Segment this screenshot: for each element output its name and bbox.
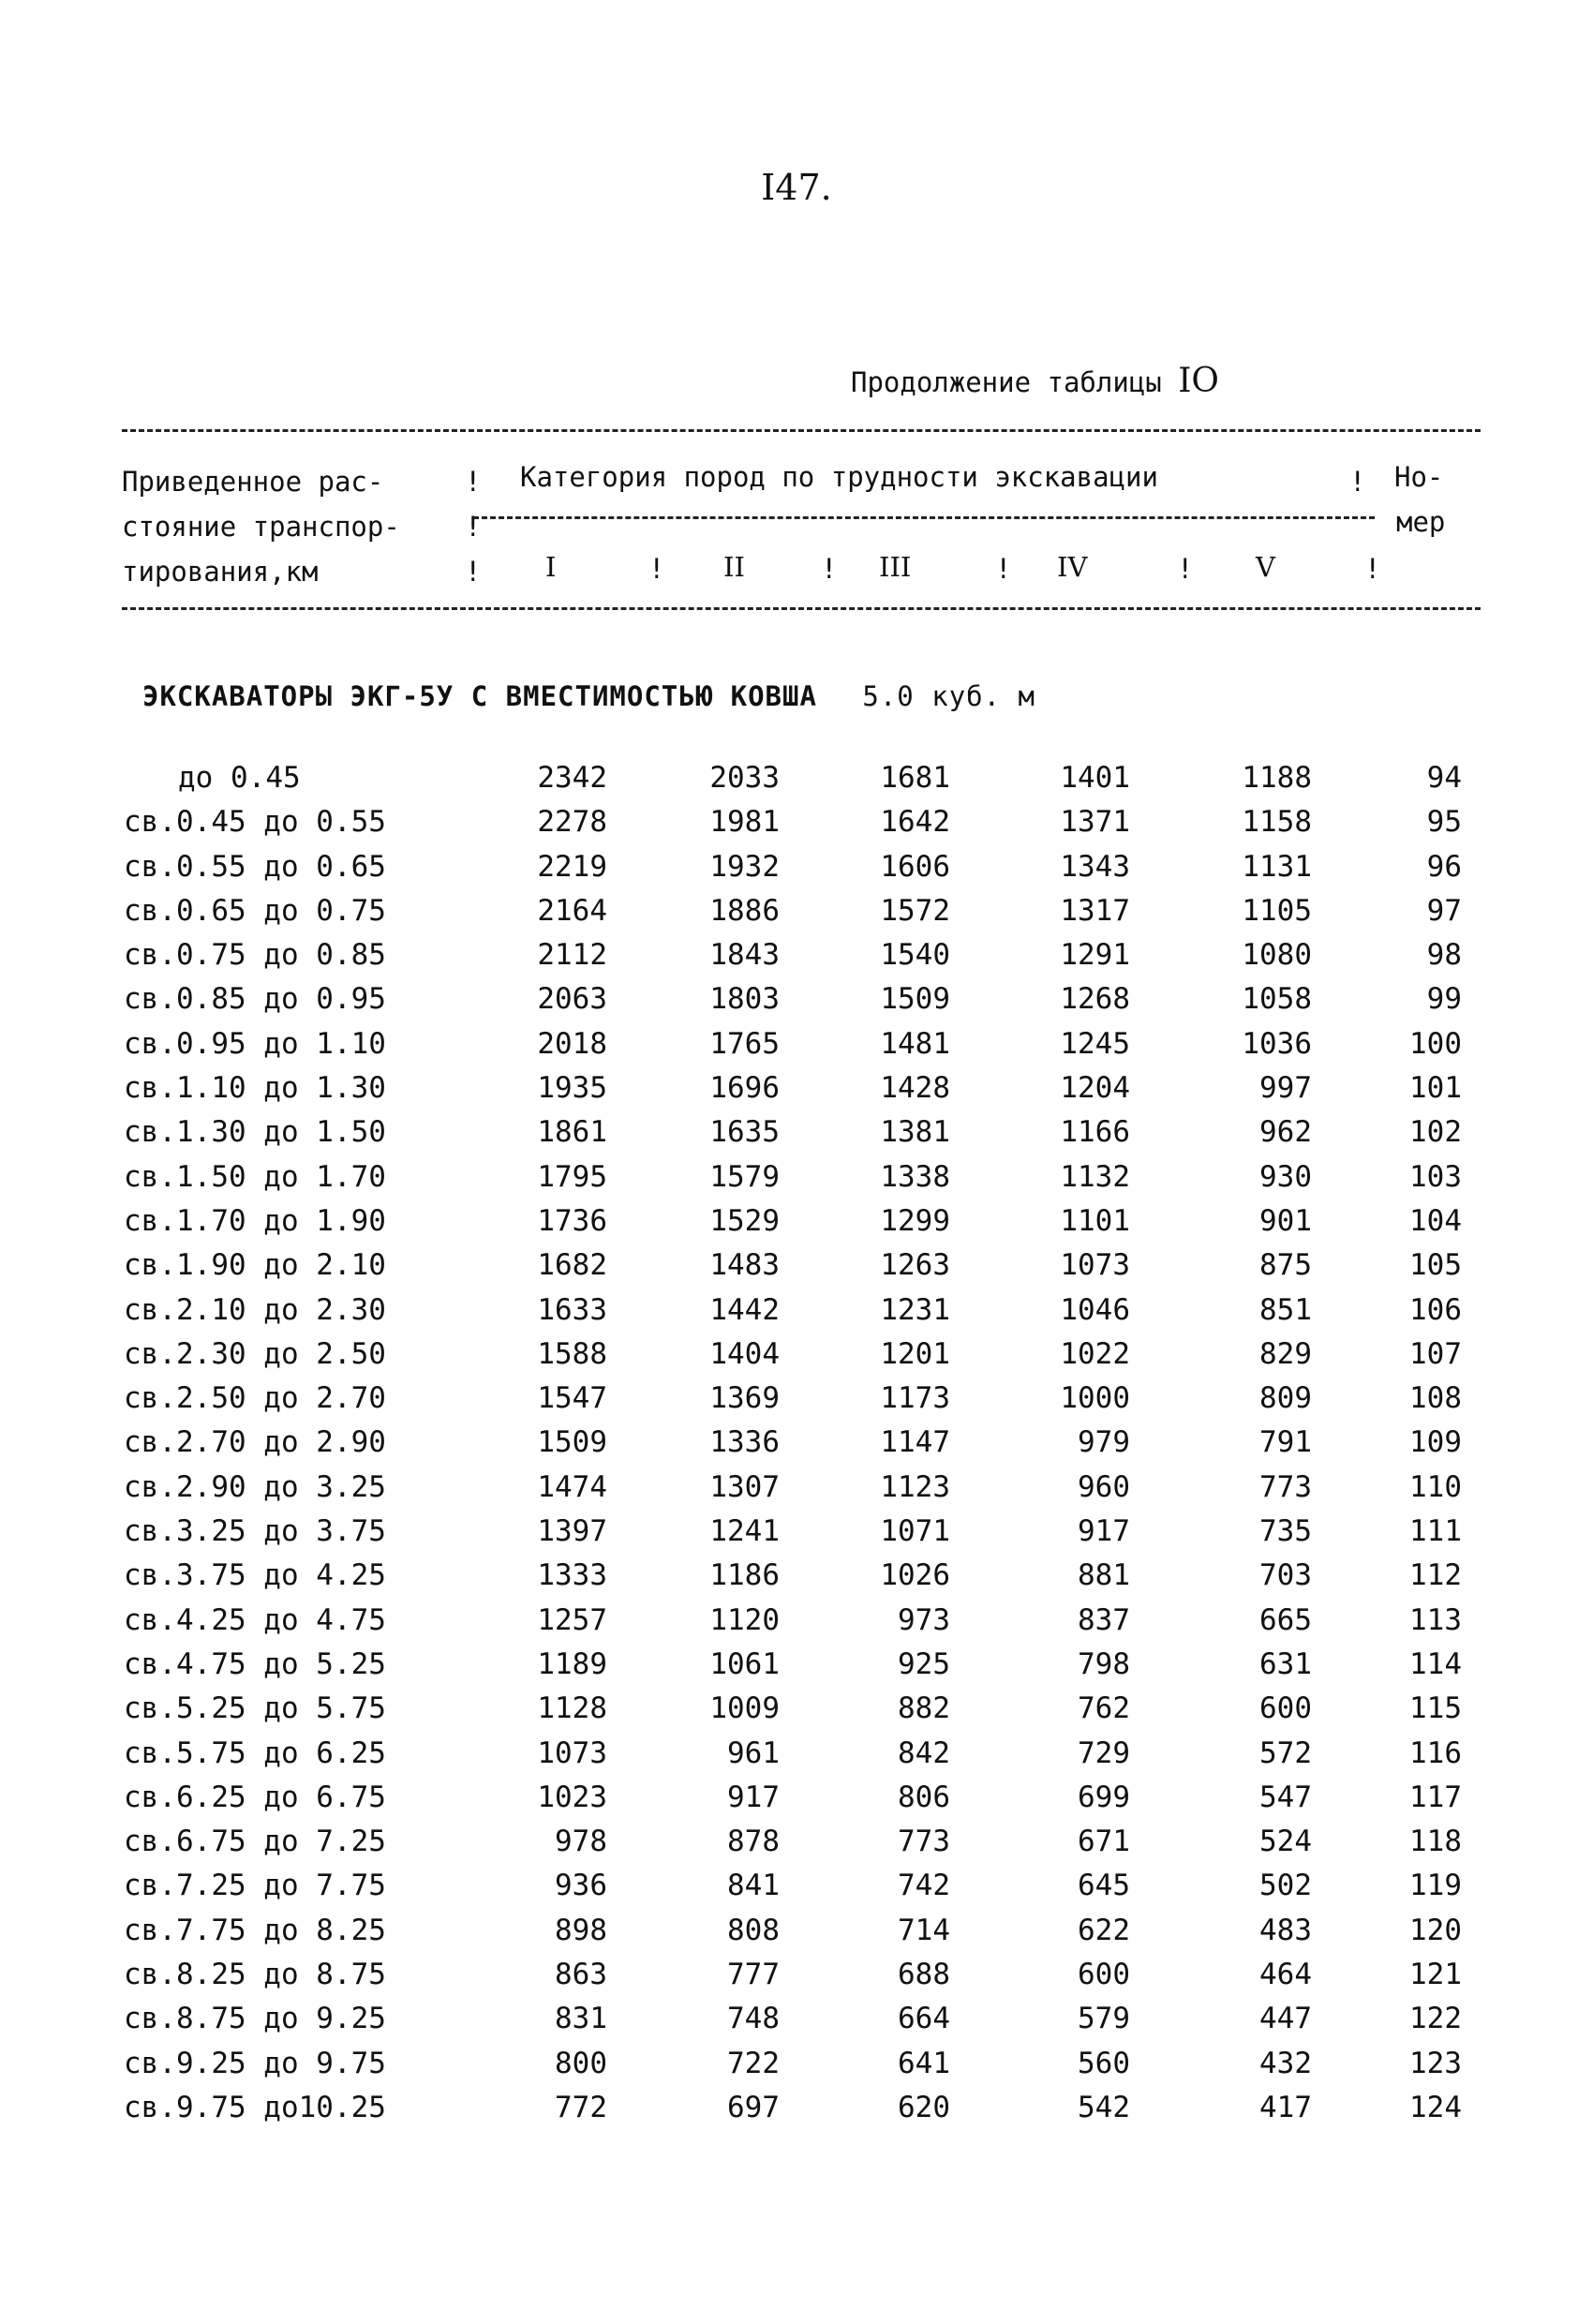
category-3-value-cell: 1147	[880, 1425, 950, 1460]
category-2-value-cell: 1529	[709, 1203, 780, 1238]
category-3-value-cell: 1606	[880, 849, 950, 884]
row-number-cell: 94	[1426, 761, 1462, 795]
table-row	[0, 1248, 1593, 1292]
row-number-cell: 112	[1409, 1558, 1462, 1593]
category-2-value-cell: 777	[727, 1958, 780, 1992]
category-2-value-cell: 1886	[709, 893, 780, 928]
distance-range-cell: св.2.10 до 2.30	[124, 1292, 386, 1327]
row-number-cell: 109	[1409, 1425, 1462, 1460]
category-3-value-cell: 1540	[880, 938, 950, 973]
category-2-value-cell: 1803	[709, 982, 780, 1017]
table-row	[0, 1603, 1593, 1647]
category-2-value-cell: 722	[727, 2046, 780, 2080]
category-4-value-cell: 622	[1078, 1913, 1130, 1947]
row-number-cell: 105	[1409, 1248, 1462, 1283]
category-3-value-cell: 1299	[880, 1203, 950, 1238]
category-1-value-cell: 978	[555, 1825, 607, 1859]
row-number-cell: 113	[1409, 1602, 1462, 1637]
table-row	[0, 1869, 1593, 1913]
category-1-value-cell: 831	[555, 2002, 607, 2036]
category-4-value-cell: 671	[1078, 1825, 1130, 1859]
row-number-cell: 117	[1409, 1780, 1462, 1814]
category-1-value-cell: 1073	[537, 1736, 607, 1770]
category-5-value-cell: 547	[1259, 1780, 1312, 1814]
table-row	[0, 1115, 1593, 1159]
category-2-value-cell: 1932	[709, 849, 780, 884]
row-number-cell: 116	[1409, 1736, 1462, 1770]
row-number-cell: 100	[1409, 1026, 1462, 1061]
category-5-value-cell: 962	[1259, 1115, 1312, 1150]
category-5-value-cell: 464	[1259, 1958, 1312, 1992]
category-4-value-cell: 1317	[1060, 893, 1130, 928]
category-4-value-cell: 1401	[1060, 761, 1130, 795]
row-number-cell: 115	[1409, 1691, 1462, 1726]
category-1-value-cell: 2342	[537, 761, 607, 795]
category-2-value-cell: 748	[727, 2002, 780, 2036]
category-5-value-cell: 901	[1259, 1203, 1312, 1238]
distance-range-cell: св.8.75 до 9.25	[124, 2002, 386, 2036]
category-3-value-cell: 1381	[880, 1115, 950, 1150]
category-2-value-cell: 841	[727, 1869, 780, 1903]
category-1-value-cell: 1257	[537, 1602, 607, 1637]
category-3-value-cell: 1572	[880, 893, 950, 928]
category-1-value-cell: 800	[555, 2046, 607, 2080]
category-5-value-cell: 875	[1259, 1248, 1312, 1283]
distance-range-cell: св.1.10 до 1.30	[124, 1071, 386, 1106]
category-1-value-cell: 1588	[537, 1336, 607, 1371]
category-1-value-cell: 1509	[537, 1425, 607, 1460]
category-2-value-cell: 808	[727, 1913, 780, 1947]
category-3-value-cell: 842	[898, 1736, 950, 1770]
table-row	[0, 1514, 1593, 1558]
category-1-value-cell: 1795	[537, 1159, 607, 1194]
category-5-value-cell: 1058	[1242, 982, 1312, 1017]
distance-range-cell: св.2.90 до 3.25	[124, 1469, 386, 1504]
category-2-value-cell: 1843	[709, 938, 780, 973]
category-5-value-cell: 1158	[1242, 805, 1312, 840]
category-3-value-cell: 1026	[880, 1558, 950, 1593]
category-4-value-cell: 1046	[1060, 1292, 1130, 1327]
row-number-cell: 103	[1409, 1159, 1462, 1194]
row-number-cell: 122	[1409, 2002, 1462, 2036]
category-1-value-cell: 2278	[537, 805, 607, 840]
category-3-value-cell: 620	[898, 2090, 950, 2124]
row-number-cell: 104	[1409, 1203, 1462, 1238]
table-row	[0, 1825, 1593, 1869]
distance-range-cell: св.1.30 до 1.50	[124, 1115, 386, 1150]
category-1-value-cell: 1547	[537, 1381, 607, 1416]
distance-range-cell: св.1.50 до 1.70	[124, 1159, 386, 1194]
category-2-value-cell: 1579	[709, 1159, 780, 1194]
header-separator: !	[648, 553, 665, 585]
header-distance-line1: Приведенное рас-	[122, 466, 384, 498]
table-row	[0, 1736, 1593, 1780]
category-3-value-cell: 1263	[880, 1248, 950, 1283]
data-table-body	[0, 761, 1593, 2135]
category-2-value-cell: 1009	[709, 1691, 780, 1726]
table-row	[0, 1381, 1593, 1425]
header-separator: !	[995, 553, 1012, 585]
category-3-value-cell: 773	[898, 1825, 950, 1859]
category-2-value-cell: 1186	[709, 1558, 780, 1593]
category-5-value-cell: 703	[1259, 1558, 1312, 1593]
category-5-value-cell: 930	[1259, 1159, 1312, 1194]
category-2-value-cell: 1765	[709, 1026, 780, 1061]
distance-range-cell: св.4.75 до 5.25	[124, 1646, 386, 1681]
table-row	[0, 1160, 1593, 1204]
category-5-value-cell: 1036	[1242, 1026, 1312, 1061]
category-5-value-cell: 791	[1259, 1425, 1312, 1460]
category-2-value-cell: 1336	[709, 1425, 780, 1460]
category-5-value-cell: 600	[1259, 1691, 1312, 1726]
distance-range-cell: св.8.25 до 8.75	[124, 1958, 386, 1992]
category-4-value-cell: 798	[1078, 1646, 1130, 1681]
distance-range-cell: св.6.25 до 6.75	[124, 1780, 386, 1814]
category-5-value-cell: 773	[1259, 1469, 1312, 1504]
header-bottom-rule	[122, 607, 1481, 610]
category-3-value-cell: 925	[898, 1646, 950, 1681]
distance-range-cell: св.7.25 до 7.75	[124, 1869, 386, 1903]
category-1-value-cell: 2112	[537, 938, 607, 973]
category-4-value-cell: 1022	[1060, 1336, 1130, 1371]
row-number-cell: 107	[1409, 1336, 1462, 1371]
category-1-value-cell: 1682	[537, 1248, 607, 1283]
distance-range-cell: св.6.75 до 7.25	[124, 1825, 386, 1859]
header-category-iv: IV	[1057, 551, 1088, 583]
category-4-value-cell: 1000	[1060, 1381, 1130, 1416]
table-row	[0, 805, 1593, 849]
category-3-value-cell: 714	[898, 1913, 950, 1947]
category-3-value-cell: 664	[898, 2002, 950, 2036]
category-5-value-cell: 1080	[1242, 938, 1312, 973]
category-1-value-cell: 2063	[537, 982, 607, 1017]
header-distance-line2: стояние транспор-	[122, 511, 400, 543]
category-1-value-cell: 898	[555, 1913, 607, 1947]
category-4-value-cell: 762	[1078, 1691, 1130, 1726]
category-1-value-cell: 1397	[537, 1514, 607, 1549]
category-4-value-cell: 1343	[1060, 849, 1130, 884]
table-caption	[851, 362, 1219, 400]
category-2-value-cell: 1696	[709, 1071, 780, 1106]
row-number-cell: 97	[1426, 893, 1462, 928]
table-row	[0, 1691, 1593, 1736]
table-row	[0, 1958, 1593, 2002]
distance-range-cell: св.9.75 до10.25	[124, 2090, 386, 2124]
category-3-value-cell: 1231	[880, 1292, 950, 1327]
category-4-value-cell: 1291	[1060, 938, 1130, 973]
category-5-value-cell: 809	[1259, 1381, 1312, 1416]
category-1-value-cell: 863	[555, 1958, 607, 1992]
section-title-text: ЭКСКАВАТОРЫ ЭКГ-5У С ВМЕСТИМОСТЬЮ КОВША	[142, 680, 817, 712]
distance-range-cell: св.0.95 до 1.10	[124, 1026, 386, 1061]
header-separator: !	[821, 553, 838, 585]
distance-range-cell: св.9.25 до 9.75	[124, 2046, 386, 2080]
category-1-value-cell: 1474	[537, 1469, 607, 1504]
category-3-value-cell: 1481	[880, 1026, 950, 1061]
category-1-value-cell: 1333	[537, 1558, 607, 1593]
category-2-value-cell: 1369	[709, 1381, 780, 1416]
distance-range-cell: св.0.85 до 0.95	[124, 982, 386, 1017]
category-5-value-cell: 447	[1259, 2002, 1312, 2036]
header-separator: !	[1177, 553, 1194, 585]
category-2-value-cell: 917	[727, 1780, 780, 1814]
distance-range-cell: св.0.55 до 0.65	[124, 849, 386, 884]
category-4-value-cell: 542	[1078, 2090, 1130, 2124]
category-2-value-cell: 961	[727, 1736, 780, 1770]
table-row	[0, 894, 1593, 938]
category-3-value-cell: 641	[898, 2046, 950, 2080]
row-number-cell: 114	[1409, 1646, 1462, 1681]
category-1-value-cell: 1128	[537, 1691, 607, 1726]
distance-range-cell: св.0.75 до 0.85	[124, 938, 386, 973]
row-number-cell: 98	[1426, 938, 1462, 973]
category-2-value-cell: 1483	[709, 1248, 780, 1283]
row-number-cell: 106	[1409, 1292, 1462, 1327]
category-3-value-cell: 1338	[880, 1159, 950, 1194]
category-4-value-cell: 1204	[1060, 1071, 1130, 1106]
category-4-value-cell: 579	[1078, 2002, 1130, 2036]
distance-range-cell: св.2.70 до 2.90	[124, 1425, 386, 1460]
header-category-iii: III	[879, 551, 912, 583]
table-row	[0, 982, 1593, 1026]
category-4-value-cell: 1166	[1060, 1115, 1130, 1150]
header-separator: !	[465, 511, 482, 543]
caption-table-number: IO	[1178, 362, 1219, 400]
category-5-value-cell: 829	[1259, 1336, 1312, 1371]
category-1-value-cell: 1633	[537, 1292, 607, 1327]
category-4-value-cell: 1101	[1060, 1203, 1130, 1238]
header-category-i: I	[545, 551, 557, 583]
category-5-value-cell: 572	[1259, 1736, 1312, 1770]
category-3-value-cell: 1428	[880, 1071, 950, 1106]
category-5-value-cell: 483	[1259, 1913, 1312, 1947]
table-row	[0, 1204, 1593, 1248]
distance-range-cell: св.2.30 до 2.50	[124, 1336, 386, 1371]
category-4-value-cell: 960	[1078, 1469, 1130, 1504]
category-3-value-cell: 1201	[880, 1336, 950, 1371]
category-4-value-cell: 729	[1078, 1736, 1130, 1770]
category-2-value-cell: 1241	[709, 1514, 780, 1549]
category-2-value-cell: 1442	[709, 1292, 780, 1327]
category-3-value-cell: 1681	[880, 761, 950, 795]
category-5-value-cell: 1188	[1242, 761, 1312, 795]
category-1-value-cell: 2018	[537, 1026, 607, 1061]
table-row	[0, 1470, 1593, 1514]
header-top-rule	[122, 429, 1481, 432]
distance-range-cell: св.7.75 до 8.25	[124, 1913, 386, 1947]
category-1-value-cell: 772	[555, 2090, 607, 2124]
table-row	[0, 2047, 1593, 2091]
table-row	[0, 2091, 1593, 2135]
table-row	[0, 1780, 1593, 1825]
category-1-value-cell: 1861	[537, 1115, 607, 1150]
row-number-cell: 119	[1409, 1869, 1462, 1903]
header-separator: !	[1364, 553, 1381, 585]
category-4-value-cell: 560	[1078, 2046, 1130, 2080]
distance-range-cell: св.3.25 до 3.75	[124, 1514, 386, 1549]
row-number-cell: 108	[1409, 1381, 1462, 1416]
category-3-value-cell: 806	[898, 1780, 950, 1814]
distance-range-cell: св.1.90 до 2.10	[124, 1248, 386, 1283]
caption-text: Продолжение таблицы	[851, 366, 1162, 398]
row-number-cell: 110	[1409, 1469, 1462, 1504]
category-4-value-cell: 917	[1078, 1514, 1130, 1549]
table-row	[0, 1337, 1593, 1381]
category-3-value-cell: 1642	[880, 805, 950, 840]
category-5-value-cell: 735	[1259, 1514, 1312, 1549]
category-3-value-cell: 1173	[880, 1381, 950, 1416]
category-1-value-cell: 1189	[537, 1646, 607, 1681]
section-title	[142, 680, 1035, 712]
category-4-value-cell: 1371	[1060, 805, 1130, 840]
category-4-value-cell: 1268	[1060, 982, 1130, 1017]
distance-range-cell: св.1.70 до 1.90	[124, 1203, 386, 1238]
table-row	[0, 2002, 1593, 2046]
distance-range-cell: св.5.75 до 6.25	[124, 1736, 386, 1770]
category-2-value-cell: 1981	[709, 805, 780, 840]
category-5-value-cell: 417	[1259, 2090, 1312, 2124]
category-3-value-cell: 882	[898, 1691, 950, 1726]
table-row	[0, 1558, 1593, 1602]
category-4-value-cell: 881	[1078, 1558, 1130, 1593]
category-3-value-cell: 973	[898, 1602, 950, 1637]
header-distance-line3: тирования,км	[122, 556, 319, 588]
category-4-value-cell: 1132	[1060, 1159, 1130, 1194]
distance-range-cell: до 0.45	[178, 761, 301, 795]
category-5-value-cell: 502	[1259, 1869, 1312, 1903]
header-separator: !	[1349, 466, 1366, 498]
header-category-v: V	[1256, 551, 1275, 583]
category-2-value-cell: 1061	[709, 1646, 780, 1681]
row-number-cell: 124	[1409, 2090, 1462, 2124]
category-3-value-cell: 1071	[880, 1514, 950, 1549]
section-volume: 5.0 куб. м	[862, 680, 1035, 712]
category-4-value-cell: 645	[1078, 1869, 1130, 1903]
row-number-cell: 118	[1409, 1825, 1462, 1859]
row-number-cell: 96	[1426, 849, 1462, 884]
category-4-value-cell: 979	[1078, 1425, 1130, 1460]
category-3-value-cell: 1509	[880, 982, 950, 1017]
row-number-cell: 101	[1409, 1071, 1462, 1106]
category-3-value-cell: 1123	[880, 1469, 950, 1504]
category-4-value-cell: 837	[1078, 1602, 1130, 1637]
category-5-value-cell: 1131	[1242, 849, 1312, 884]
row-number-cell: 102	[1409, 1115, 1462, 1150]
category-3-value-cell: 688	[898, 1958, 950, 1992]
category-5-value-cell: 665	[1259, 1602, 1312, 1637]
header-category-ii: II	[723, 551, 745, 583]
category-2-value-cell: 1120	[709, 1602, 780, 1637]
distance-range-cell: св.5.25 до 5.75	[124, 1691, 386, 1726]
distance-range-cell: св.0.65 до 0.75	[124, 893, 386, 928]
category-1-value-cell: 2164	[537, 893, 607, 928]
table-row	[0, 761, 1593, 805]
category-2-value-cell: 1404	[709, 1336, 780, 1371]
category-3-value-cell: 742	[898, 1869, 950, 1903]
category-5-value-cell: 851	[1259, 1292, 1312, 1327]
category-1-value-cell: 2219	[537, 849, 607, 884]
table-row	[0, 1027, 1593, 1071]
header-number-line1: Но-	[1394, 461, 1444, 493]
row-number-cell: 121	[1409, 1958, 1462, 1992]
category-5-value-cell: 524	[1259, 1825, 1312, 1859]
category-2-value-cell: 2033	[709, 761, 780, 795]
category-5-value-cell: 631	[1259, 1646, 1312, 1681]
category-2-value-cell: 1635	[709, 1115, 780, 1150]
category-1-value-cell: 1736	[537, 1203, 607, 1238]
distance-range-cell: св.2.50 до 2.70	[124, 1381, 386, 1416]
table-row	[0, 1425, 1593, 1469]
distance-range-cell: св.3.75 до 4.25	[124, 1558, 386, 1593]
category-2-value-cell: 878	[727, 1825, 780, 1859]
header-category-title: Категория пород по трудности экскавации	[520, 461, 1158, 493]
table-row	[0, 1293, 1593, 1337]
distance-range-cell: св.4.25 до 4.75	[124, 1602, 386, 1637]
category-2-value-cell: 697	[727, 2090, 780, 2124]
category-5-value-cell: 1105	[1242, 893, 1312, 928]
row-number-cell: 111	[1409, 1514, 1462, 1549]
row-number-cell: 120	[1409, 1913, 1462, 1947]
row-number-cell: 123	[1409, 2046, 1462, 2080]
distance-range-cell: св.0.45 до 0.55	[124, 805, 386, 840]
category-1-value-cell: 1023	[537, 1780, 607, 1814]
category-2-value-cell: 1307	[709, 1469, 780, 1504]
page-number: I47.	[761, 167, 832, 208]
category-4-value-cell: 1073	[1060, 1248, 1130, 1283]
header-separator: !	[465, 556, 482, 588]
category-5-value-cell: 997	[1259, 1071, 1312, 1106]
category-1-value-cell: 936	[555, 1869, 607, 1903]
table-row	[0, 938, 1593, 982]
category-1-value-cell: 1935	[537, 1071, 607, 1106]
table-row	[0, 850, 1593, 894]
category-4-value-cell: 600	[1078, 1958, 1130, 1992]
header-number-line2: мер	[1396, 506, 1446, 538]
row-number-cell: 99	[1426, 982, 1462, 1017]
category-4-value-cell: 699	[1078, 1780, 1130, 1814]
category-4-value-cell: 1245	[1060, 1026, 1130, 1061]
category-5-value-cell: 432	[1259, 2046, 1312, 2080]
row-number-cell: 95	[1426, 805, 1462, 840]
header-separator: !	[465, 466, 482, 498]
header-mid-rule	[473, 516, 1375, 519]
table-row	[0, 1071, 1593, 1115]
table-row	[0, 1647, 1593, 1691]
table-row	[0, 1914, 1593, 1958]
